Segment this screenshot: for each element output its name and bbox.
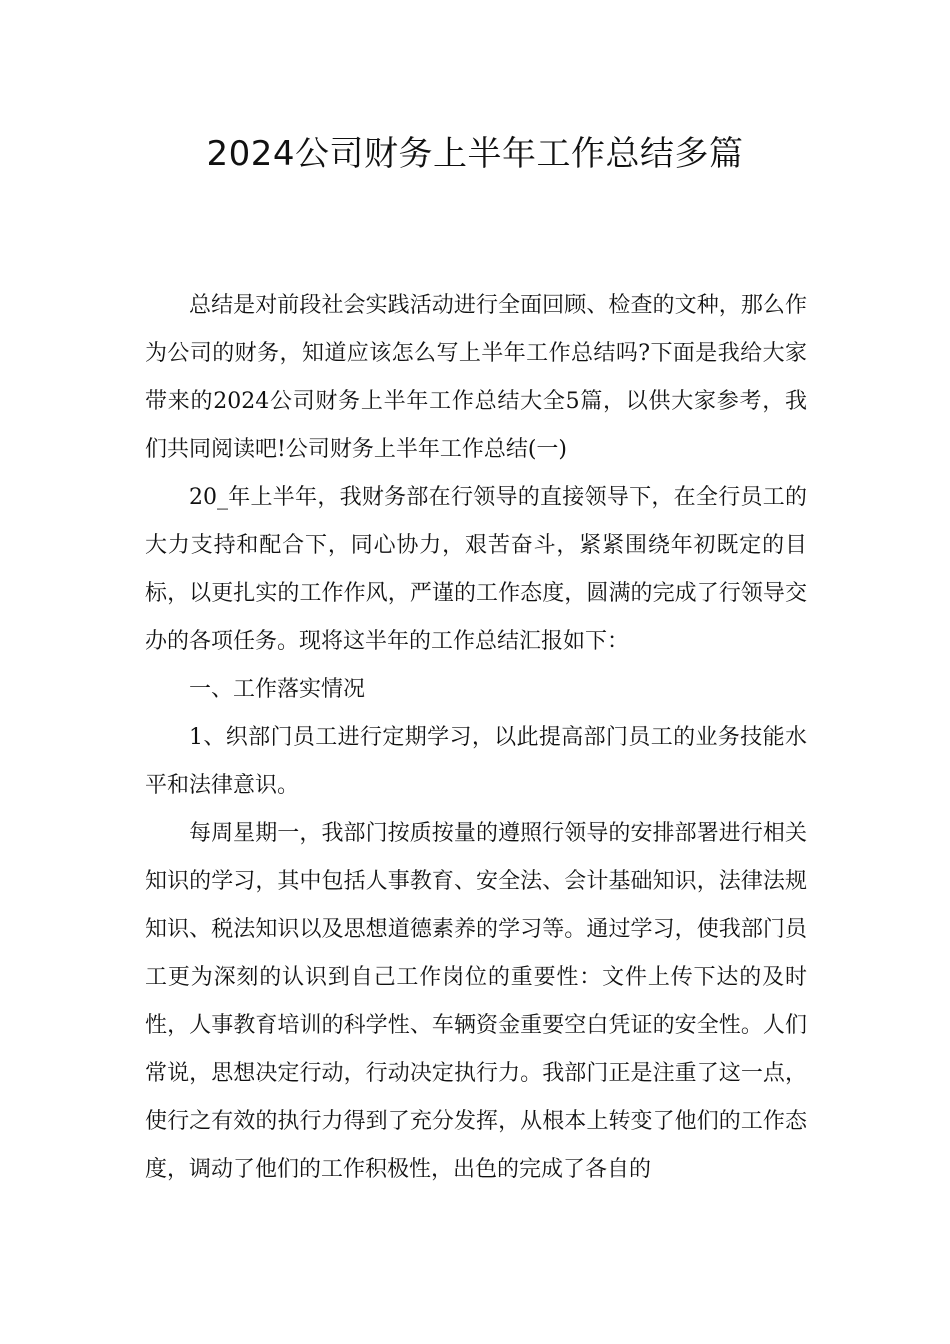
section-heading: 一、工作落实情况 <box>189 677 366 702</box>
paragraph-study: 每周星期一，我部门按质按量的遵照行领导的安排部署进行相关知识的学习，其中包括人事教育、安全法、会计基础知识，法律法规知识、税法知识以及思想道德素养的学习等。通过学习，使我部门员工更为深刻的认识到自己工作岗位的重要性：文件上传下达的及时性，人事教育培训的科学性、车辆资金重要空白凭证的安全性。人们常说，思想决定行动，行动决定执行力。我部门正是注重了这一点，使行之有效的执行力得到了充分发挥，从根本上转变了他们的工作态度，调动了他们的工作积极性，出色的完成了各自的 <box>145 821 807 1182</box>
paragraph-intro: 总结是对前段社会实践活动进行全面回顾、检查的文种，那么作为公司的财务，知道应该怎么写上半年工作总结吗?下面是我给大家带来的2024公司财务上半年工作总结大全5篇，以供大家参考，我们共同阅读吧!公司财务上半年工作总结(一) <box>145 293 807 462</box>
document-title: 2024公司财务上半年工作总结多篇 <box>206 134 744 174</box>
subsection-heading: 1、织部门员工进行定期学习，以此提高部门员工的业务技能水平和法律意识。 <box>145 725 807 798</box>
document-body <box>145 282 807 1194</box>
paragraph-overview: 20_年上半年，我财务部在行领导的直接领导下，在全行员工的大力支持和配合下，同心协力，艰苦奋斗，紧紧围绕年初既定的目标，以更扎实的工作作风，严谨的工作态度，圆满的完成了行领导交办的各项任务。现将这半年的工作总结汇报如下： <box>145 485 807 654</box>
